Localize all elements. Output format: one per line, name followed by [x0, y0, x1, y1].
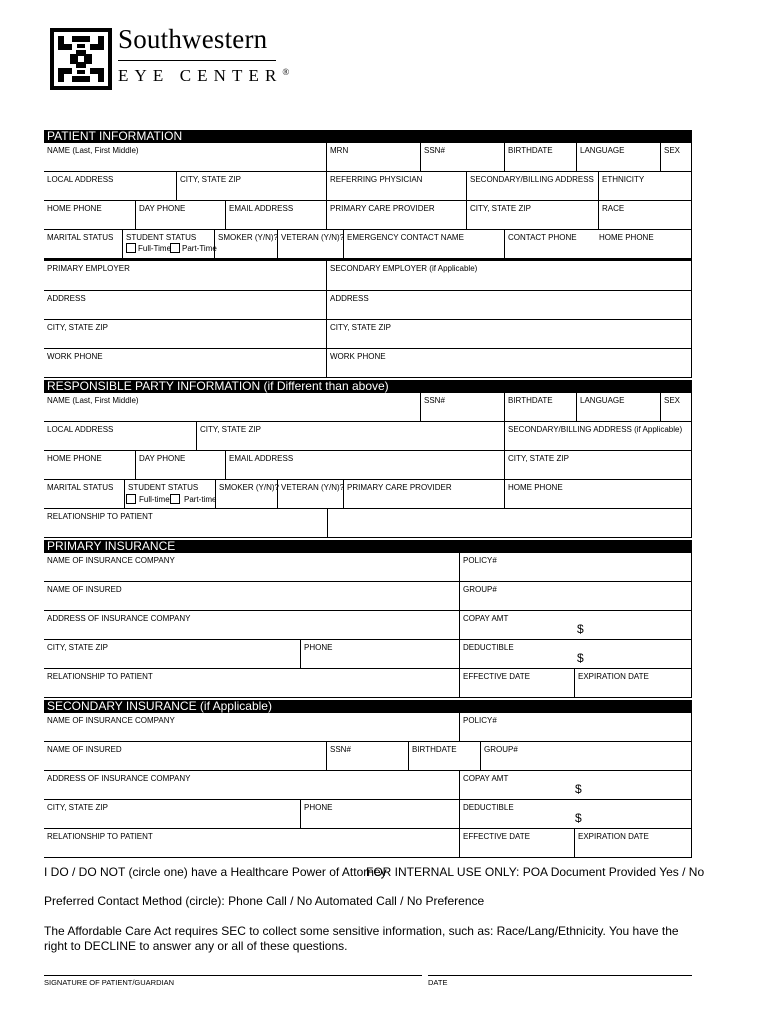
primary-relationship-field[interactable] [44, 669, 459, 698]
label: POLICY# [463, 716, 497, 725]
primary-policy-field[interactable] [459, 553, 692, 582]
label: EFFECTIVE DATE [463, 672, 530, 681]
internal-use-poa: FOR INTERNAL USE ONLY: POA Document Provided Yes / No [366, 865, 705, 879]
primary-copay-dollar: $ [577, 622, 584, 636]
label: CITY, STATE ZIP [180, 175, 241, 184]
label: ADDRESS OF INSURANCE COMPANY [47, 614, 191, 623]
label: ADDRESS [330, 294, 369, 303]
responsible-pcp-field[interactable] [343, 480, 504, 509]
patient-city-field[interactable] [176, 172, 326, 201]
label: DEDUCTIBLE [463, 643, 514, 652]
brand-rule [118, 60, 276, 61]
employer2-address-field[interactable] [326, 291, 692, 320]
responsible-city-field[interactable] [196, 422, 504, 451]
label: GROUP# [463, 585, 497, 594]
signature-label: SIGNATURE OF PATIENT/GUARDIAN [44, 978, 175, 987]
primary-company-field[interactable] [44, 553, 459, 582]
label: NAME OF INSURANCE COMPANY [47, 716, 175, 725]
responsible-relationship-field[interactable] [44, 509, 327, 538]
label: BIRTHDATE [508, 146, 553, 155]
label: PHONE [304, 643, 333, 652]
label: LANGUAGE [580, 146, 625, 155]
label: SEX [664, 146, 681, 155]
label: EMERGENCY CONTACT NAME [347, 233, 464, 242]
patient-email-field[interactable] [225, 201, 326, 230]
label: HOME PHONE [47, 204, 102, 213]
label: PRIMARY CARE PROVIDER [347, 483, 452, 492]
patient-secondary-billing-field[interactable] [466, 172, 598, 201]
label: RELATIONSHIP TO PATIENT [47, 832, 153, 841]
secondary-insured-field[interactable] [44, 742, 326, 771]
label: EFFECTIVE DATE [463, 832, 530, 841]
label: SECONDARY EMPLOYER (if Applicable) [330, 264, 478, 273]
primary-deductible-field[interactable] [459, 640, 692, 669]
primary-deductible-dollar: $ [577, 651, 584, 665]
section-responsible-header: RESPONSIBLE PARTY INFORMATION (if Different than above) [44, 380, 692, 393]
date-line[interactable] [428, 975, 692, 976]
label: LOCAL ADDRESS [47, 425, 114, 434]
label: EMAIL ADDRESS [229, 454, 294, 463]
label: SSN# [330, 745, 351, 754]
section-primary-header: PRIMARY INSURANCE [44, 540, 692, 553]
label: CITY, STATE ZIP [47, 803, 108, 812]
signature-line[interactable] [44, 975, 422, 976]
responsible-smoker-field[interactable] [215, 480, 280, 509]
brand-subtitle-text: EYE CENTER [118, 66, 283, 85]
responsible-secondary-billing-field[interactable] [504, 422, 692, 451]
label: VETERAN (Y/N)? [281, 483, 345, 492]
patient-contact-phone-field[interactable] [504, 230, 596, 259]
secondary-phone-field[interactable] [300, 800, 459, 829]
responsible-sex-field[interactable] [660, 393, 692, 422]
primary-insured-field[interactable] [44, 582, 459, 611]
secondary-effective-date-field[interactable] [459, 829, 574, 858]
label: NAME OF INSURED [47, 745, 122, 754]
label: COPAY AMT [463, 614, 509, 623]
label: SECONDARY/BILLING ADDRESS [470, 175, 594, 184]
responsible-marital-field[interactable] [44, 480, 124, 509]
secondary-relationship-field[interactable] [44, 829, 459, 858]
section-secondary-header: SECONDARY INSURANCE (if Applicable) [44, 700, 692, 713]
label: VETERAN (Y/N)? [281, 233, 345, 242]
label: SSN# [424, 396, 445, 405]
patient-mrn-field[interactable] [326, 143, 420, 172]
responsible-local-address-field[interactable] [44, 422, 196, 451]
primary-address-field[interactable] [44, 611, 459, 640]
employer-address-field[interactable] [44, 291, 326, 320]
patient-sex-field[interactable] [660, 143, 692, 172]
label: NAME (Last, First Middle) [47, 146, 139, 155]
label: ADDRESS [47, 294, 86, 303]
patient-fulltime-checkbox[interactable] [126, 243, 136, 253]
label: ADDRESS OF INSURANCE COMPANY [47, 774, 191, 783]
secondary-employer-field[interactable] [326, 261, 692, 291]
responsible-language-field[interactable] [576, 393, 660, 422]
label: REFERRING PHYSICIAN [330, 175, 423, 184]
label: MARITAL STATUS [47, 233, 114, 242]
employer-city-field[interactable] [44, 320, 326, 349]
label: COPAY AMT [463, 774, 509, 783]
responsible-parttime-checkbox[interactable] [170, 494, 180, 504]
southwestern-logo-icon [50, 28, 112, 90]
patient-name-field[interactable] [44, 143, 326, 172]
secondary-company-field[interactable] [44, 713, 459, 742]
label: HOME PHONE [508, 483, 563, 492]
label: POLICY# [463, 556, 497, 565]
secondary-copay-dollar: $ [575, 782, 582, 796]
primary-phone-field[interactable] [300, 640, 459, 669]
label: LOCAL ADDRESS [47, 175, 114, 184]
responsible-home-phone-field[interactable] [44, 451, 135, 480]
label: SMOKER (Y/N)? [219, 483, 280, 492]
secondary-policy-field[interactable] [459, 713, 692, 742]
label: CITY, STATE ZIP [470, 204, 531, 213]
label: DEDUCTIBLE [463, 803, 514, 812]
label: CONTACT PHONE [508, 233, 577, 242]
primary-expiration-date-field[interactable] [574, 669, 692, 698]
section-patient-header: PATIENT INFORMATION [44, 130, 692, 143]
label: WORK PHONE [330, 352, 386, 361]
label: STUDENT STATUS [128, 483, 199, 492]
label: CITY, STATE ZIP [200, 425, 261, 434]
secondary-city-field[interactable] [44, 800, 300, 829]
secondary-expiration-date-field[interactable] [574, 829, 692, 858]
label: PHONE [304, 803, 333, 812]
primary-city-field[interactable] [44, 640, 300, 669]
patient-birthdate-field[interactable] [504, 143, 576, 172]
label: WORK PHONE [47, 352, 103, 361]
responsible-relationship-blank[interactable] [327, 509, 692, 538]
responsible-city2-field[interactable] [504, 451, 692, 480]
patient-marital-field[interactable] [44, 230, 122, 259]
poa-statement: I DO / DO NOT (circle one) have a Healthcare Power of Attorney [44, 865, 387, 879]
label: RELATIONSHIP TO PATIENT [47, 512, 153, 521]
brand-name: Southwestern [118, 24, 268, 54]
responsible-veteran-field[interactable] [277, 480, 343, 509]
employer2-city-field[interactable] [326, 320, 692, 349]
patient-referring-physician-field[interactable] [326, 172, 466, 201]
label: GROUP# [484, 745, 518, 754]
label: DAY PHONE [139, 204, 186, 213]
label: BIRTHDATE [412, 745, 457, 754]
employer-work-phone-field[interactable] [44, 349, 326, 378]
responsible-fulltime-label: Full-time [139, 495, 170, 504]
primary-employer-field[interactable] [44, 261, 326, 291]
primary-copay-field[interactable] [459, 611, 692, 640]
label: SSN# [424, 146, 445, 155]
label: SMOKER (Y/N)? [218, 233, 279, 242]
patient-ethnicity-field[interactable] [598, 172, 692, 201]
patient-ssn-field[interactable] [420, 143, 504, 172]
secondary-address-field[interactable] [44, 771, 459, 800]
label: ETHNICITY [602, 175, 645, 184]
primary-effective-date-field[interactable] [459, 669, 574, 698]
label: HOME PHONE [47, 454, 102, 463]
label: PRIMARY CARE PROVIDER [330, 204, 435, 213]
secondary-group-field[interactable] [480, 742, 692, 771]
brand-subtitle [118, 66, 289, 86]
patient-parttime-label: Part-Time [182, 244, 217, 253]
patient-fulltime-label: Full-Time [138, 244, 172, 253]
patient-city2-field[interactable] [466, 201, 598, 230]
label: RACE [602, 204, 625, 213]
patient-home-phone-field[interactable] [44, 201, 135, 230]
patient-parttime-checkbox[interactable] [170, 243, 180, 253]
responsible-email-field[interactable] [225, 451, 504, 480]
patient-pcp-field[interactable] [326, 201, 466, 230]
responsible-birthdate-field[interactable] [504, 393, 576, 422]
patient-race-field[interactable] [598, 201, 692, 230]
label: RELATIONSHIP TO PATIENT [47, 672, 153, 681]
patient-language-field[interactable] [576, 143, 660, 172]
label: STUDENT STATUS [126, 233, 197, 242]
patient-local-address-field[interactable] [44, 172, 176, 201]
label: NAME OF INSURANCE COMPANY [47, 556, 175, 565]
patient-smoker-field[interactable] [214, 230, 277, 259]
responsible-name-field[interactable] [44, 393, 420, 422]
label: MARITAL STATUS [47, 483, 114, 492]
label: LANGUAGE [580, 396, 625, 405]
label: DAY PHONE [139, 454, 186, 463]
label: HOME PHONE [599, 233, 654, 242]
responsible-ssn-field[interactable] [420, 393, 504, 422]
date-label: DATE [428, 978, 448, 987]
label: PRIMARY EMPLOYER [47, 264, 130, 273]
registered-mark: ® [282, 67, 290, 77]
label: EXPIRATION DATE [578, 672, 649, 681]
responsible-parttime-label: Part-time [184, 495, 217, 504]
label: BIRTHDATE [508, 396, 553, 405]
label: CITY, STATE ZIP [47, 323, 108, 332]
patient-home-phone2-field[interactable] [596, 230, 692, 259]
label: EMAIL ADDRESS [229, 204, 294, 213]
employer2-work-phone-field[interactable] [326, 349, 692, 378]
patient-veteran-field[interactable] [277, 230, 343, 259]
label: SECONDARY/BILLING ADDRESS (if Applicable) [508, 425, 683, 434]
label: CITY, STATE ZIP [47, 643, 108, 652]
label: EXPIRATION DATE [578, 832, 649, 841]
label: NAME OF INSURED [47, 585, 122, 594]
label: CITY, STATE ZIP [508, 454, 569, 463]
responsible-day-phone-field[interactable] [135, 451, 225, 480]
patient-day-phone-field[interactable] [135, 201, 225, 230]
label: SEX [664, 396, 681, 405]
secondary-birthdate-field[interactable] [408, 742, 480, 771]
secondary-ssn-field[interactable] [326, 742, 408, 771]
label: CITY, STATE ZIP [330, 323, 391, 332]
secondary-deductible-dollar: $ [575, 811, 582, 825]
primary-group-field[interactable] [459, 582, 692, 611]
responsible-home-phone2-field[interactable] [504, 480, 692, 509]
label: NAME (Last, First Middle) [47, 396, 139, 405]
responsible-fulltime-checkbox[interactable] [126, 494, 136, 504]
preferred-contact-method: Preferred Contact Method (circle): Phone Call / No Automated Call / No Preference [44, 894, 485, 908]
patient-emergency-contact-field[interactable] [343, 230, 504, 259]
label: MRN [330, 146, 349, 155]
aca-notice: The Affordable Care Act requires SEC to collect some sensitive information, such as: Race/Lang/Ethnicity. You have the right to DECLINE to answer any or all of these questions. [44, 924, 679, 953]
